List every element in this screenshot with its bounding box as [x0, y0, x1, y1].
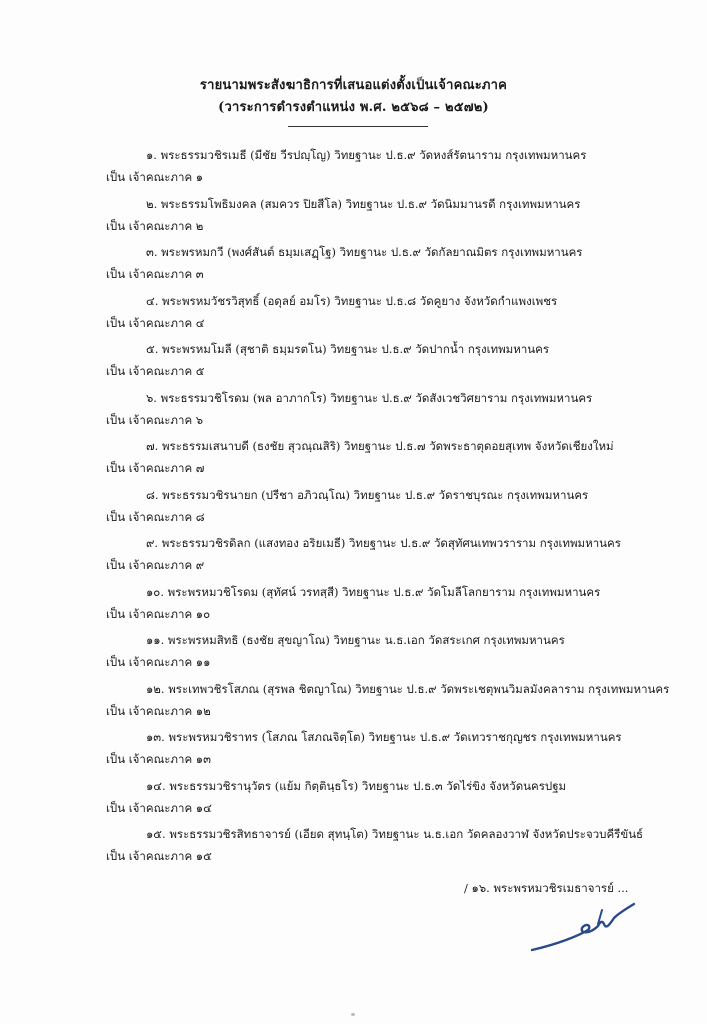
- list-item: [0, 196, 707, 245]
- nominee-detail: ๘. พระธรรมวชิรนายก (ปรีชา อภิวณฺโณ) วิทยฐานะ ป.ธ.๙ วัดราชบุรณะ กรุงเทพมหานคร: [146, 487, 589, 502]
- nominee-position: เป็น เจ้าคณะภาค ๓: [106, 267, 204, 281]
- handwritten-signature: [528, 900, 648, 962]
- nominee-detail: ๗. พระธรรมเสนาบดี (ธงชัย สุวณฺณสิริ) วิทยฐานะ ป.ธ.๗ วัดพระธาตุดอยสุเทพ จังหวัดเชียงใหม่: [146, 439, 614, 453]
- nominee-detail: ๓. พระพรหมกวี (พงศ์สันต์ ธมฺมเสฏฺโฐ) วิทยฐานะ ป.ธ.๙ วัดกัลยาณมิตร กรุงเทพมหานคร: [146, 245, 583, 259]
- nominee-detail: ๑๔. พระธรรมวชิรานุวัตร (แย้ม กิตฺตินฺธโร) วิทยฐานะ ป.ธ.๓ วัดไร่ขิง จังหวัดนครปฐม: [146, 778, 567, 793]
- list-item: [0, 632, 707, 681]
- list-item: [0, 390, 707, 439]
- list-item: [0, 681, 707, 730]
- nominee-position: เป็น เจ้าคณะภาค ๕: [106, 364, 205, 378]
- nominee-position: เป็น เจ้าคณะภาค ๑๐: [106, 606, 211, 621]
- list-item: [0, 729, 707, 778]
- nominee-position: เป็น เจ้าคณะภาค ๔: [106, 315, 205, 330]
- nominee-detail: ๕. พระพรหมโมลี (สุชาติ ธมฺมรตโน) วิทยฐานะ ป.ธ.๙ วัดปากน้ำ กรุงเทพมหานคร: [146, 342, 550, 356]
- title-divider: [288, 126, 428, 127]
- list-item: [0, 535, 707, 584]
- continuation-note: / ๑๖. พระพรหมวชิรเมธาจารย์ ...: [464, 881, 629, 895]
- nominee-detail: ๑๕. พระธรรมวชิรสิทธาจารย์ (เอียด สุทนฺโต) วิทยฐานะ น.ธ.เอก วัดคลองวาฬ จังหวัดประจวบคีรีขันธ์: [146, 827, 644, 841]
- document-subtitle: (วาระการดำรงตำแหน่ง พ.ศ. ๒๕๖๘ – ๒๕๗๒): [218, 100, 489, 115]
- nominee-detail: ๔. พระพรหมวัชรวิสุทธิ์ (อดุลย์ อมโร) วิทยฐานะ ป.ธ.๘ วัดคูยาง จังหวัดกำแพงเพชร: [146, 293, 558, 308]
- list-item: [0, 147, 707, 196]
- nominee-position: เป็น เจ้าคณะภาค ๖: [106, 412, 204, 427]
- nominee-position: เป็น เจ้าคณะภาค ๙: [106, 558, 205, 572]
- nominee-list: [0, 147, 707, 875]
- nominee-detail: ๑๑. พระพรหมสิทธิ (ธงชัย สุขญาโณ) วิทยฐานะ น.ธ.เอก วัดสระเกศ กรุงเทพมหานคร: [146, 633, 565, 647]
- scan-speck: [351, 1013, 355, 1016]
- nominee-detail: ๑๒. พระเทพวชิรโสภณ (สุรพล ชิตญาโณ) วิทยฐานะ ป.ธ.๙ วัดพระเชตุพนวิมลมังคลาราม กรุงเทพมหานคร: [146, 681, 670, 696]
- nominee-position: เป็น เจ้าคณะภาค ๘: [106, 509, 205, 524]
- nominee-position: เป็น เจ้าคณะภาค ๑: [106, 170, 204, 184]
- document-title: รายนามพระสังฆาธิการที่เสนอแต่งตั้งเป็นเจ้าคณะภาค: [199, 78, 508, 93]
- list-item: [0, 293, 707, 342]
- nominee-position: เป็น เจ้าคณะภาค ๑๒: [106, 703, 211, 718]
- nominee-detail: ๖. พระธรรมวชิโรดม (พล อาภากโร) วิทยฐานะ ป.ธ.๙ วัดสังเวชวิศยาราม กรุงเทพมหานคร: [146, 390, 593, 405]
- list-item: [0, 438, 707, 487]
- list-item: [0, 487, 707, 536]
- nominee-position: เป็น เจ้าคณะภาค ๗: [106, 461, 205, 475]
- nominee-position: เป็น เจ้าคณะภาค ๒: [106, 218, 204, 233]
- list-item: [0, 584, 707, 633]
- nominee-position: เป็น เจ้าคณะภาค ๑๕: [106, 849, 212, 863]
- nominee-position: เป็น เจ้าคณะภาค ๑๓: [106, 752, 211, 766]
- list-item: [0, 778, 707, 827]
- list-item: [0, 341, 707, 390]
- list-item: [0, 826, 707, 875]
- nominee-position: เป็น เจ้าคณะภาค ๑๔: [106, 800, 212, 815]
- nominee-position: เป็น เจ้าคณะภาค ๑๑: [106, 655, 211, 669]
- nominee-detail: ๑. พระธรรมวชิรเมธี (มีชัย วีรปญฺโญ) วิทยฐานะ ป.ธ.๙ วัดหงส์รัตนาราม กรุงเทพมหานคร: [146, 148, 587, 162]
- nominee-detail: ๙. พระธรรมวชิรดิลก (แสงทอง อริยเมธี) วิทยฐานะ ป.ธ.๙ วัดสุทัศนเทพวราราม กรุงเทพมหานคร: [146, 536, 621, 550]
- nominee-detail: ๑๐. พระพรหมวชิโรดม (สุทัศน์ วรทสฺสี) วิทยฐานะ ป.ธ.๙ วัดโมลีโลกยาราม กรุงเทพมหานคร: [146, 584, 601, 599]
- nominee-detail: ๒. พระธรรมโพธิมงคล (สมควร ปิยสีโล) วิทยฐานะ ป.ธ.๙ วัดนิมมานรดี กรุงเทพมหานคร: [146, 196, 581, 211]
- nominee-detail: ๑๓. พระพรหมวชิราทร (โสภณ โสภณจิตฺโต) วิทยฐานะ ป.ธ.๙ วัดเทวราชกุญชร กรุงเทพมหานคร: [146, 730, 622, 744]
- list-item: [0, 244, 707, 293]
